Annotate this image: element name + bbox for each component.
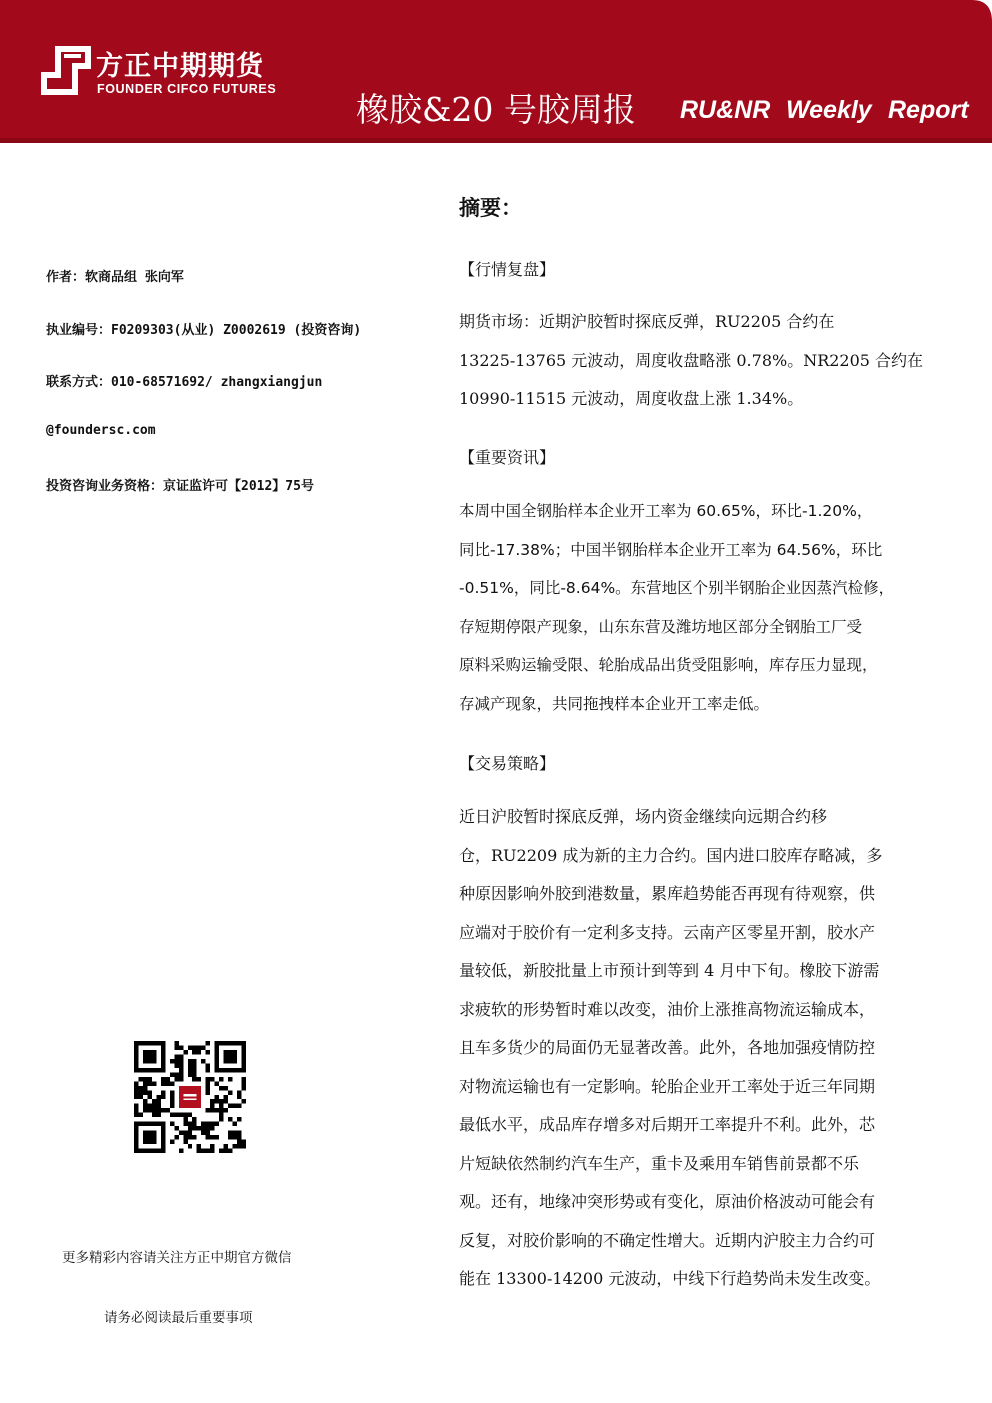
report-title-en-3: Report <box>888 96 969 124</box>
contact-line: 联系方式：010-68571692/ zhangxiangjun <box>46 375 323 390</box>
text-line: 量较低，新胶批量上市预计到等到 4 月中下旬。橡胶下游需 <box>459 961 880 980</box>
brand-name-en: FOUNDER CIFCO FUTURES <box>97 82 277 96</box>
text-line: 近日沪胶暂时探底反弹，场内资金继续向远期合约移 <box>459 807 828 826</box>
disclaimer-note: 请务必阅读最后重要事项 <box>104 1310 253 1326</box>
text-line: 13225-13765 元波动，周度收盘略涨 0.78%。NR2205 合约在 <box>459 350 924 370</box>
text-line: -0.51%，同比-8.64%。东营地区个别半钢胎企业因蒸汽检修， <box>459 579 895 597</box>
text-line: 存短期停限产现象，山东东营及潍坊地区部分全钢胎工厂受 <box>459 617 863 636</box>
report-title: 橡胶&20 号胶周报 <box>356 90 636 129</box>
text-line: 对物流运输也有一定影响。轮胎企业开工率处于近三年同期 <box>459 1076 876 1096</box>
market-review-text <box>459 303 929 419</box>
text-line: 同比-17.38%；中国半钢胎样本企业开工率为 64.56%，环比 <box>459 540 883 559</box>
text-line: 期货市场：近期沪胶暂时探底反弹，RU2205 合约在 <box>459 312 835 331</box>
author-line: 作者：软商品组 张向军 <box>46 270 184 285</box>
text-line: 求疲软的形势暂时难以改变，油价上涨推高物流运输成本， <box>459 999 876 1019</box>
strategy-text <box>459 798 929 1299</box>
text-line: 反复，对胶价影响的不确定性增大。近期内沪胶主力合约可 <box>459 1230 876 1250</box>
text-line: 10990-11515 元波动，周度收盘上涨 1.34%。 <box>459 389 804 408</box>
strategy-heading: 【交易策略】 <box>459 754 556 773</box>
license-line: 执业编号：F0209303(从业) Z0002619 (投资咨询) <box>46 323 362 338</box>
wechat-qr-code <box>134 1041 246 1153</box>
email-line: @foundersc.com <box>46 423 156 438</box>
text-line: 能在 13300-14200 元波动，中线下行趋势尚未发生改变。 <box>459 1269 881 1288</box>
text-line: 存减产现象，共同拖拽样本企业开工率走低。 <box>459 694 770 713</box>
news-heading: 【重要资讯】 <box>459 448 556 467</box>
qualification-line: 投资咨询业务资格：京证监许可【2012】75号 <box>46 479 314 494</box>
text-line: 应端对于胶价有一定利多支持。云南产区零星开割，胶水产 <box>459 922 876 942</box>
market-review-heading: 【行情复盘】 <box>459 260 556 279</box>
text-line: 仓，RU2209 成为新的主力合约。国内进口胶库存略减，多 <box>459 845 883 865</box>
text-line: 原料采购运输受限、轮胎成品出货受阻影响，库存压力显现， <box>459 656 878 674</box>
wechat-note: 更多精彩内容请关注方正中期官方微信 <box>62 1250 292 1266</box>
report-title-en-1: RU&NR <box>680 96 771 124</box>
text-line: 最低水平，成品库存增多对后期开工率提升不利。此外，芯 <box>459 1115 876 1134</box>
text-line: 本周中国全钢胎样本企业开工率为 60.65%，环比-1.20%， <box>459 502 873 520</box>
brand-name-cn: 方正中期期货 <box>96 51 264 82</box>
text-line: 片短缺依然制约汽车生产，重卡及乘用车销售前景都不乐 <box>459 1153 860 1173</box>
text-line: 且车多货少的局面仍无显著改善。此外，各地加强疫情防控 <box>459 1038 876 1057</box>
text-line: 种原因影响外胶到港数量，累库趋势能否再现有待观察，供 <box>459 884 876 903</box>
text-line: 观。还有，地缘冲突形势或有变化，原油价格波动可能会有 <box>459 1192 876 1211</box>
report-title-en-2: Weekly <box>786 96 872 124</box>
news-text <box>459 492 929 723</box>
summary-title: 摘要： <box>459 196 522 220</box>
